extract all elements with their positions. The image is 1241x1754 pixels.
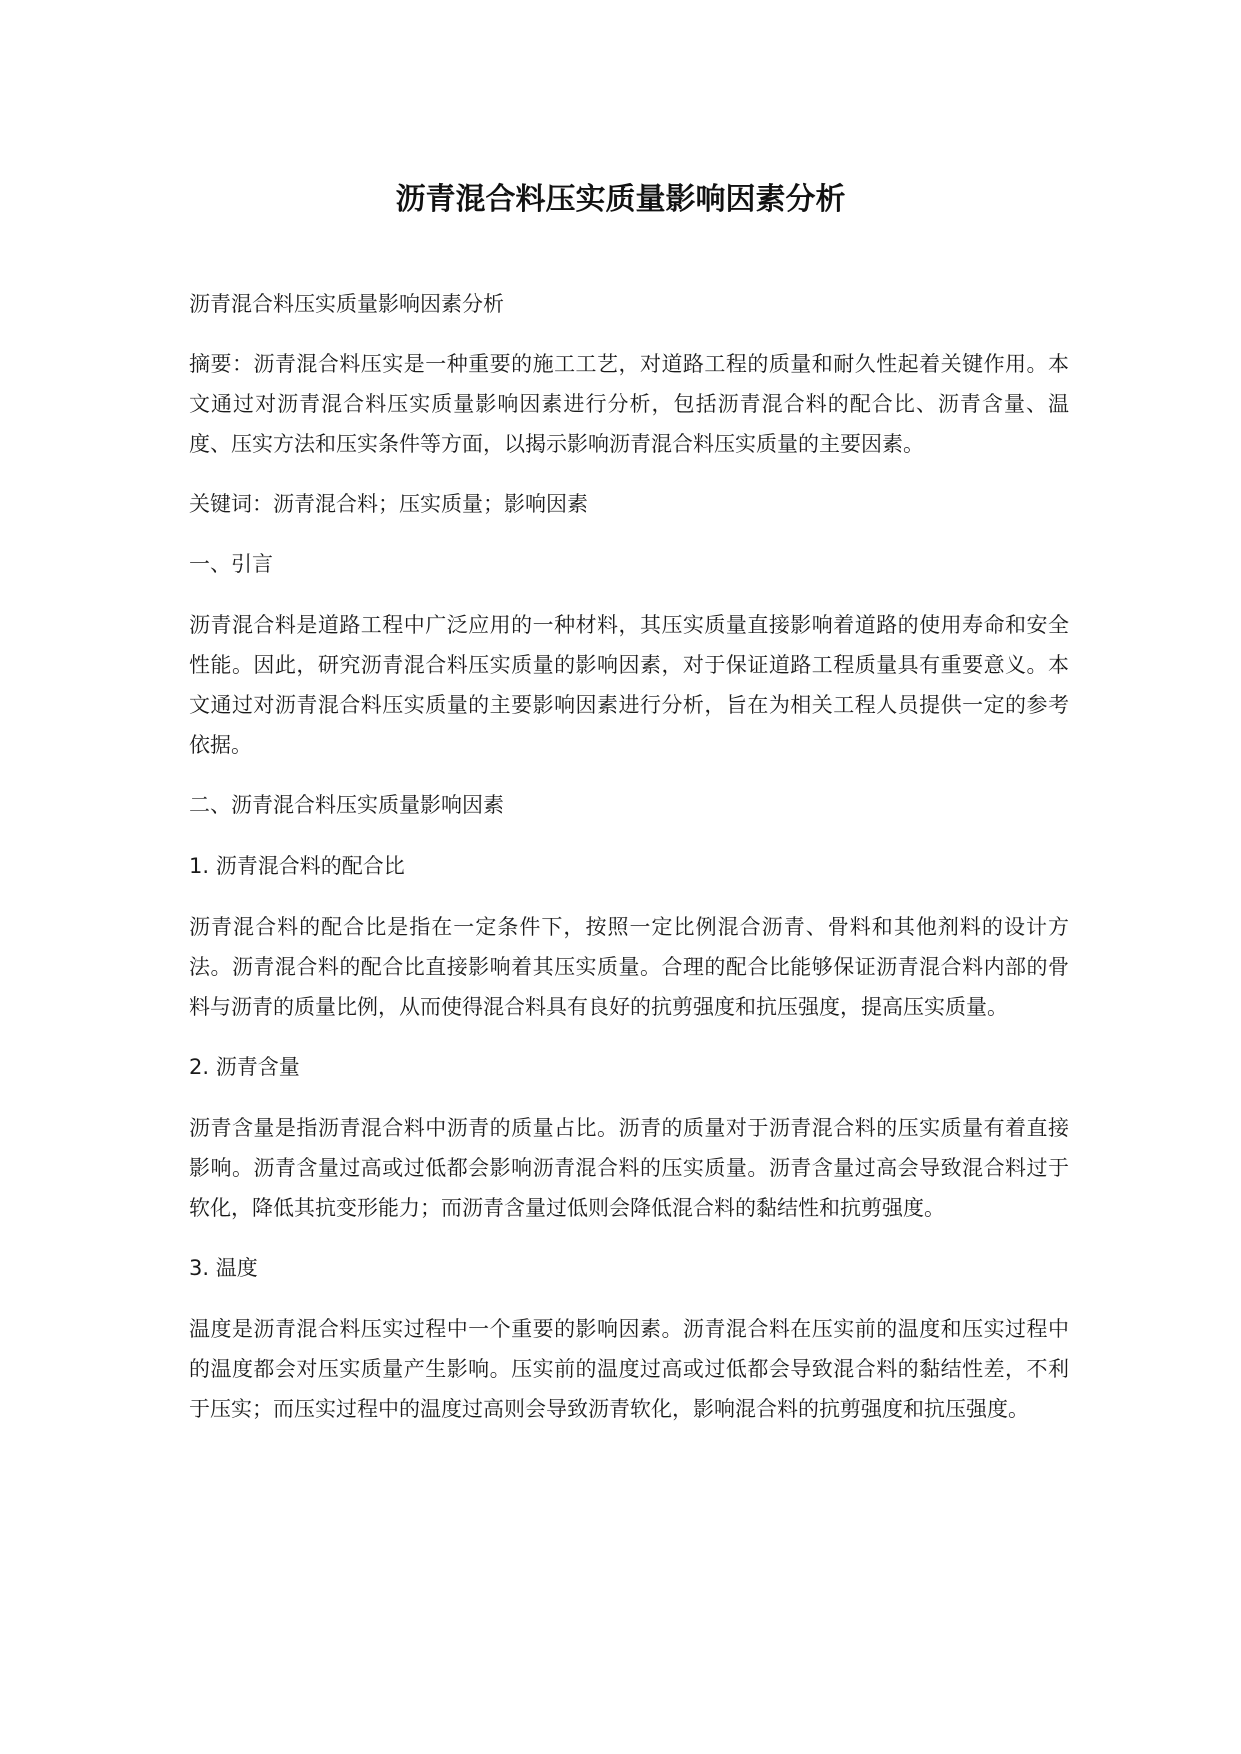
subsection-heading-asphalt-content: 2. 沥青含量 — [189, 1055, 300, 1079]
document-title: 沥青混合料压实质量影响因素分析 — [395, 182, 846, 217]
subsection-heading-temperature: 3. 温度 — [189, 1256, 258, 1280]
asphalt-content-paragraph: 沥青含量是指沥青混合料中沥青的质量占比。沥青的质量对于沥青混合料的压实质量有着直接影响。沥青含量过高或过低都会影响沥青混合料的压实质量。沥青含量过高会导致混合料过于软化，降低其抗变形能力；而沥青含量过低则会降低混合料的黏结性和抗剪强度。 — [189, 1116, 1069, 1220]
document-body — [189, 284, 1069, 1449]
subtitle-paragraph: 沥青混合料压实质量影响因素分析 — [189, 292, 504, 316]
temperature-paragraph: 温度是沥青混合料压实过程中一个重要的影响因素。沥青混合料在压实前的温度和压实过程中的温度都会对压实质量产生影响。压实前的温度过高或过低都会导致混合料的黏结性差，不利于压实；而压实过程中的温度过高则会导致沥青软化，影响混合料的抗剪强度和抗压强度。 — [189, 1317, 1069, 1421]
subsection-heading-mix-ratio: 1. 沥青混合料的配合比 — [189, 854, 405, 878]
keywords-paragraph: 关键词：沥青混合料；压实质量；影响因素 — [189, 492, 588, 516]
section-heading-factors: 二、沥青混合料压实质量影响因素 — [189, 793, 504, 817]
mix-ratio-paragraph: 沥青混合料的配合比是指在一定条件下，按照一定比例混合沥青、骨料和其他剂料的设计方法。沥青混合料的配合比直接影响着其压实质量。合理的配合比能够保证沥青混合料内部的骨料与沥青的质量比例，从而使得混合料具有良好的抗剪强度和抗压强度，提高压实质量。 — [189, 915, 1069, 1019]
introduction-paragraph: 沥青混合料是道路工程中广泛应用的一种材料，其压实质量直接影响着道路的使用寿命和安全性能。因此，研究沥青混合料压实质量的影响因素，对于保证道路工程质量具有重要意义。本文通过对沥青混合料压实质量的主要影响因素进行分析，旨在为相关工程人员提供一定的参考依据。 — [189, 613, 1069, 757]
abstract-paragraph: 摘要：沥青混合料压实是一种重要的施工工艺，对道路工程的质量和耐久性起着关键作用。本文通过对沥青混合料压实质量影响因素进行分析，包括沥青混合料的配合比、沥青含量、温度、压实方法和压实条件等方面，以揭示影响沥青混合料压实质量的主要因素。 — [189, 352, 1069, 456]
section-heading-introduction: 一、引言 — [189, 552, 273, 576]
